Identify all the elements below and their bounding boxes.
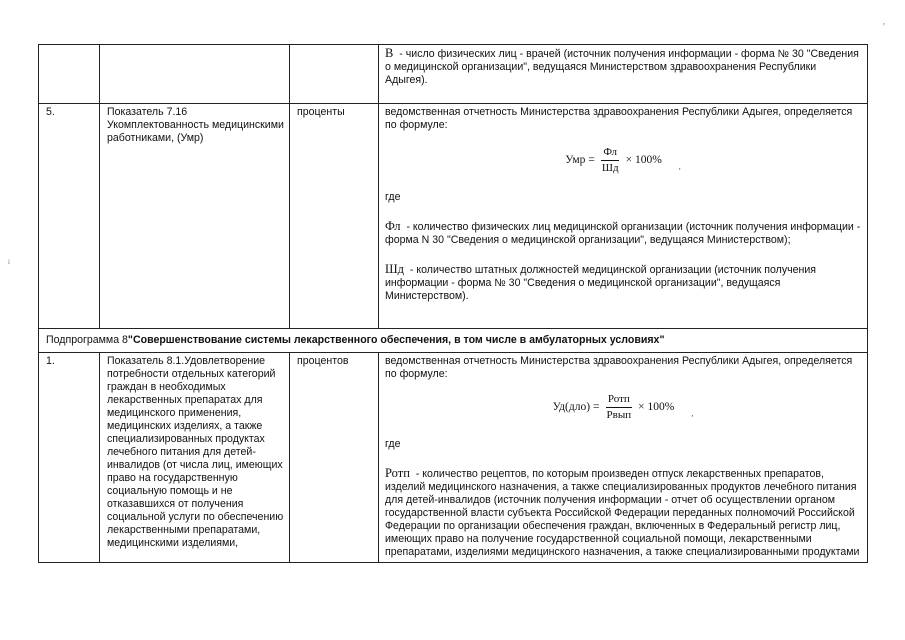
method-intro: ведомственная отчетность Министерства здравоохранения Республики Адыгея, определяется по формуле: [385, 106, 853, 131]
formula-rhs: × 100% [638, 401, 675, 413]
definition-text: - число физических лиц - врачей (источник получения информации - форма № 30 "Сведения о медицинской организации", ведущаяся Министерством здравоохранения Республики Адыгея). [385, 48, 859, 86]
row-number: 5. [39, 104, 100, 329]
unit: процентов [290, 353, 379, 563]
formula-lhs: Умр [565, 154, 586, 166]
name-cell [100, 45, 290, 104]
page-mark-top-right: ' [883, 22, 885, 33]
desc-cell [379, 45, 868, 104]
formula-fraction [605, 393, 634, 422]
formula-denominator: Рвып [606, 409, 632, 421]
formula-symbol: В [385, 46, 394, 60]
formula-rhs: × 100% [625, 154, 662, 166]
formula-denominator: Шд [601, 162, 619, 174]
formula-numerator: Ротп [606, 393, 632, 408]
formula-fraction [600, 146, 621, 175]
formula-eq: = [593, 401, 600, 413]
formula [385, 146, 861, 175]
table-row [39, 329, 868, 353]
where-label: где [385, 191, 401, 203]
table-row [39, 353, 868, 563]
formula-symbol: Ротп [385, 466, 410, 480]
definition-text: - количество штатных должностей медицинской организации (источник получения информации - форма № 30 "Сведения о медицинской организации", ведущаяся Министерством). [385, 264, 817, 302]
formula-symbol: Шд [385, 262, 404, 276]
definition-item [385, 220, 861, 247]
formula-lhs: Уд(дло) [552, 401, 591, 413]
desc-cell [379, 104, 868, 329]
unit: проценты [290, 104, 379, 329]
subprogram-heading [39, 329, 868, 353]
method-intro: ведомственная отчетность Министерства здравоохранения Республики Адыгея, определяется по формуле: [385, 355, 853, 380]
indicator-name: Показатель 8.1.Удовлетворение потребности отдельных категорий граждан в необходимых лекарственных препаратах для медицинского применения, медицинских изделиях, а также специализированных продуктах лечебного питания для детей-инвалидов (от числа лиц, имеющих право на государственную социальную помощь и не отказавшихся от получения социальной услуги по обеспечению лекарственными препаратами, медицинскими изделиями, [100, 353, 290, 563]
definition-item [385, 263, 861, 303]
subprogram-prefix: Подпрограмма 8 [46, 334, 128, 346]
definition-item [385, 467, 861, 559]
formula-tick: , [691, 409, 694, 418]
desc-cell [379, 353, 868, 563]
indicator-name: Показатель 7.16 Укомплектованность медицинскими работниками, (Умр) [100, 104, 290, 329]
table-row [39, 45, 868, 104]
where-label: где [385, 438, 401, 450]
formula-tick: , [678, 162, 681, 171]
definition-text: - количество физических лиц медицинской организации (источник получения информации - форма N 30 "Сведения о медицинской организации", ведущаяся Министерством); [385, 221, 861, 246]
unit-cell [290, 45, 379, 104]
formula-symbol: Фл [385, 219, 401, 233]
formula-numerator: Фл [601, 146, 619, 161]
table-row [39, 104, 868, 329]
formula [385, 393, 861, 422]
num-cell [39, 45, 100, 104]
indicators-table [38, 44, 868, 563]
page-mark-left: i [8, 258, 10, 266]
formula-eq: = [588, 154, 595, 166]
definition-text: - количество рецептов, по которым произведен отпуск лекарственных препаратов, изделий медицинского назначения, а также специализированных продуктов лечебного питания для детей-инвалидов (источник получения информации - отчет об осуществлении органом государственной власти субъекта Российской Федерации переданных полномочий Российской Федерации по организации обеспечения граждан, включенных в Федеральный регистр лиц, имеющих право на получение государственной социальной помощи, лекарственными препаратами, изделиями медицинского назначения, а также специализированными продуктами [385, 468, 860, 558]
subprogram-title: "Совершенствование системы лекарственного обеспечения, в том числе в амбулаторных условиях" [127, 334, 665, 346]
row-number: 1. [39, 353, 100, 563]
definition-item [385, 47, 861, 87]
